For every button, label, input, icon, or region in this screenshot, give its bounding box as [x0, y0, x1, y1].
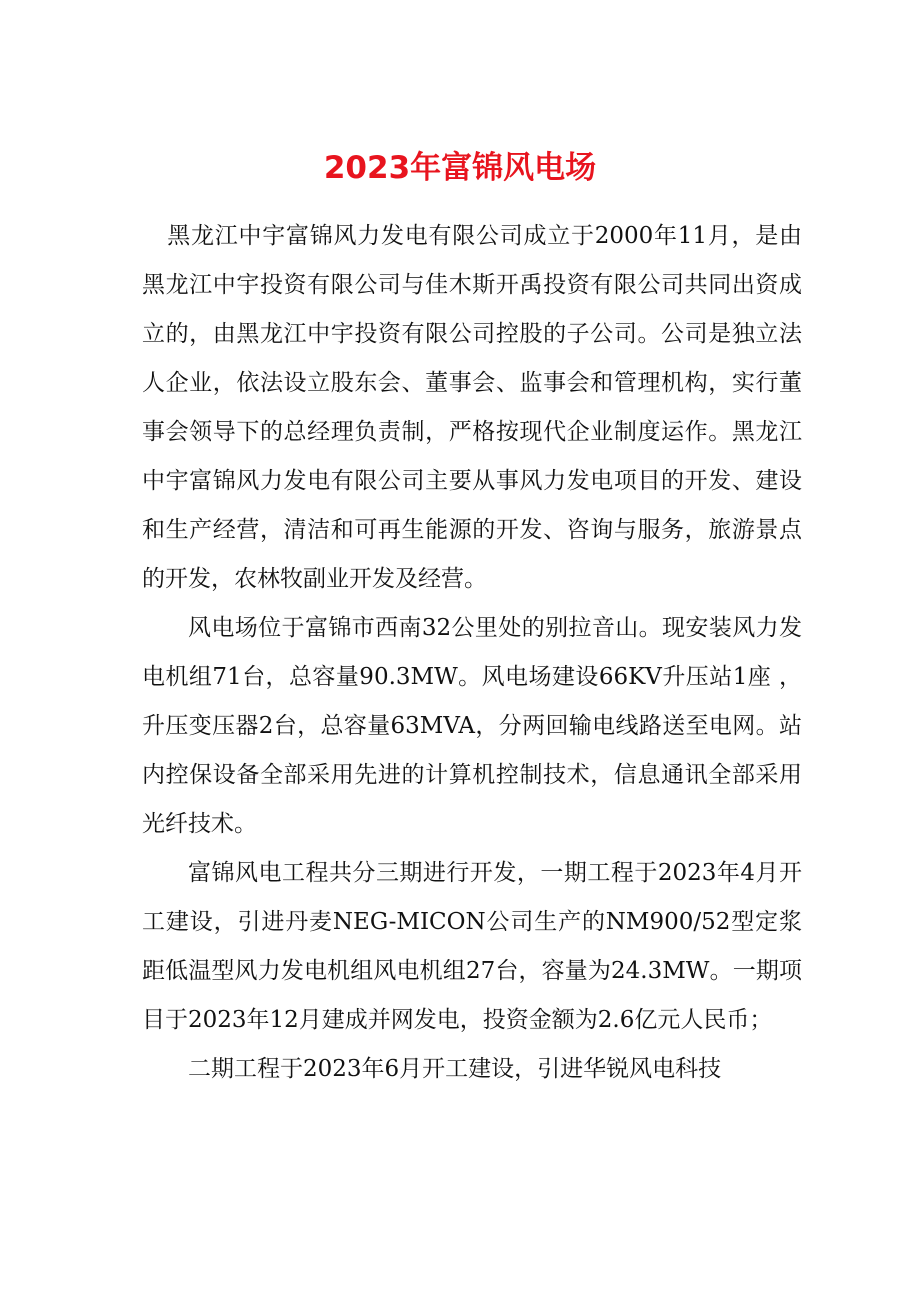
document-body: [142, 212, 802, 1094]
paragraph-phase-two: 二期工程于2023年6月开工建设，引进华锐风电科技: [188, 1056, 722, 1082]
paragraph-phase-one: 富锦风电工程共分三期进行开发，一期工程于2023年4月开工建设，引进丹麦NEG-MICON公司生产的NM900/52型定浆距低温型风力发电机组风电机组27台，容量为24.3MW。一期项目于2023年12月建成并网发电，投资金额为2.6亿元人民币；: [142, 860, 802, 1033]
paragraph-company-intro: 黑龙江中宇富锦风力发电有限公司成立于2000年11月，是由黑龙江中宇投资有限公司与佳木斯开禹投资有限公司共同出资成立的，由黑龙江中宇投资有限公司控股的子公司。公司是独立法人企业，依法设立股东会、董事会、监事会和管理机构，实行董事会领导下的总经理负责制，严格按现代企业制度运作。黑龙江中宇富锦风力发电有限公司主要从事风力发电项目的开发、建设和生产经营，清洁和可再生能源的开发、咨询与服务，旅游景点的开发，农林牧副业开发及经营。: [142, 223, 802, 592]
document-title: 2023年富锦风电场: [323, 150, 597, 186]
paragraph-wind-farm-location: 风电场位于富锦市西南32公里处的别拉音山。现安装风力发电机组71台，总容量90.3MW。风电场建设66KV升压站1座 ，升压变压器2台，总容量63MVA，分两回输电线路送至电网。站内控保设备全部采用先进的计算机控制技术，信息通讯全部采用光纤技术。: [142, 615, 802, 837]
